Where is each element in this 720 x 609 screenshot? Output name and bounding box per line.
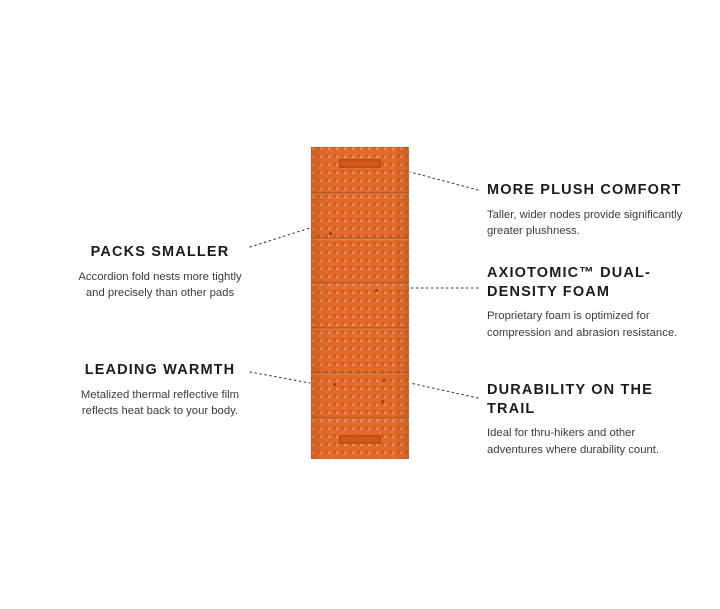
foam-node <box>375 289 378 292</box>
leader-durability-on-the-trail <box>410 383 478 398</box>
foam-node <box>329 232 332 235</box>
callout-axiotomic-dual-density-foam <box>487 264 689 342</box>
callout-title: LEADING WARMTH <box>84 362 236 378</box>
pad-fold-line <box>311 327 409 330</box>
callout-body: Accordion fold nests more tightly and precisely than other pads <box>78 270 242 300</box>
brand-logo-plate <box>339 159 381 168</box>
foam-node <box>381 400 384 403</box>
callout-packs-smaller <box>72 243 248 302</box>
callout-body: Ideal for thru-hikers and other adventures where durability count. <box>487 427 660 456</box>
callout-body: Proprietary foam is optimized for compression and abrasion resistance. <box>487 310 678 339</box>
pad-fold-line <box>311 372 409 375</box>
pad-fold-line <box>311 192 409 195</box>
leader-more-plush-comfort <box>410 172 478 190</box>
foam-node <box>333 383 336 386</box>
sleeping-pad-illustration <box>311 147 409 459</box>
foam-node <box>383 379 386 382</box>
leader-leading-warmth <box>250 372 310 383</box>
pad-fold-line <box>311 282 409 285</box>
callout-body: Taller, wider nodes provide significantly greater plushness. <box>487 208 683 238</box>
callout-durability-on-the-trail <box>487 381 691 459</box>
callout-leading-warmth <box>72 361 248 420</box>
callout-body: Metalized thermal reflective film reflects heat back to your body. <box>80 388 240 418</box>
brand-logo-plate <box>339 435 381 444</box>
callout-title: AXIOTOMIC™ DUAL-DENSITY FOAM <box>487 265 651 300</box>
callout-title: MORE PLUSH COMFORT <box>487 182 682 198</box>
callout-title: DURABILITY ON THE TRAIL <box>487 382 653 417</box>
pad-fold-line <box>311 237 409 240</box>
callout-more-plush-comfort <box>487 181 687 240</box>
leader-packs-smaller <box>250 228 310 247</box>
callout-title: PACKS SMALLER <box>90 244 230 260</box>
pad-fold-line <box>311 417 409 420</box>
